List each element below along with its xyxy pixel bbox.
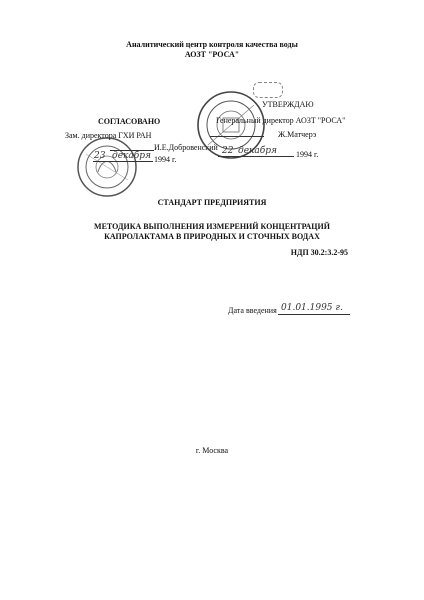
- header-company: АОЗТ "РОСА": [184, 50, 240, 59]
- introduction-date-label: Дата введения: [228, 306, 277, 315]
- document-city: г. Москва: [195, 446, 229, 455]
- agreed-date-day: 23: [94, 151, 106, 161]
- agreed-date-year: 1994 г.: [154, 155, 177, 164]
- stamp-edge-right: [253, 82, 283, 98]
- approval-stamp-left: [76, 136, 138, 198]
- agreed-signature-name: И.Е.Добровенский: [154, 143, 218, 152]
- agreed-title: СОГЛАСОВАНО: [98, 117, 161, 126]
- approved-signature-line: [210, 136, 264, 137]
- header-organization: Аналитический центр контроля качества воды: [126, 40, 298, 49]
- document-code: НДП 30.2:3.2-95: [290, 248, 348, 257]
- approved-date-line: [218, 156, 294, 157]
- approved-signature-name: Ж.Матчерэ: [278, 130, 317, 139]
- agreed-date-line: [93, 161, 153, 162]
- approved-date-month: декабря: [238, 146, 277, 156]
- approved-date-year: 1994 г.: [296, 150, 319, 159]
- introduction-date-value: 01.01.1995 г.: [281, 303, 343, 313]
- document-title-line2: КАПРОЛАКТАМА В ПРИРОДНЫХ И СТОЧНЫХ ВОДАХ: [104, 232, 320, 241]
- approved-position: Генеральный директор АОЗТ "РОСА": [216, 116, 346, 125]
- agreed-position: Зам. директора ГХИ РАН: [65, 131, 152, 140]
- agreed-date-month: декабря: [112, 151, 151, 161]
- introduction-date-line: [278, 314, 350, 315]
- document-type: СТАНДАРТ ПРЕДПРИЯТИЯ: [157, 198, 267, 207]
- approved-date-day: 22: [222, 146, 234, 156]
- approved-title: УТВЕРЖДАЮ: [262, 100, 314, 109]
- document-title-line1: МЕТОДИКА ВЫПОЛНЕНИЯ ИЗМЕРЕНИЙ КОНЦЕНТРАЦИЙ: [94, 222, 330, 231]
